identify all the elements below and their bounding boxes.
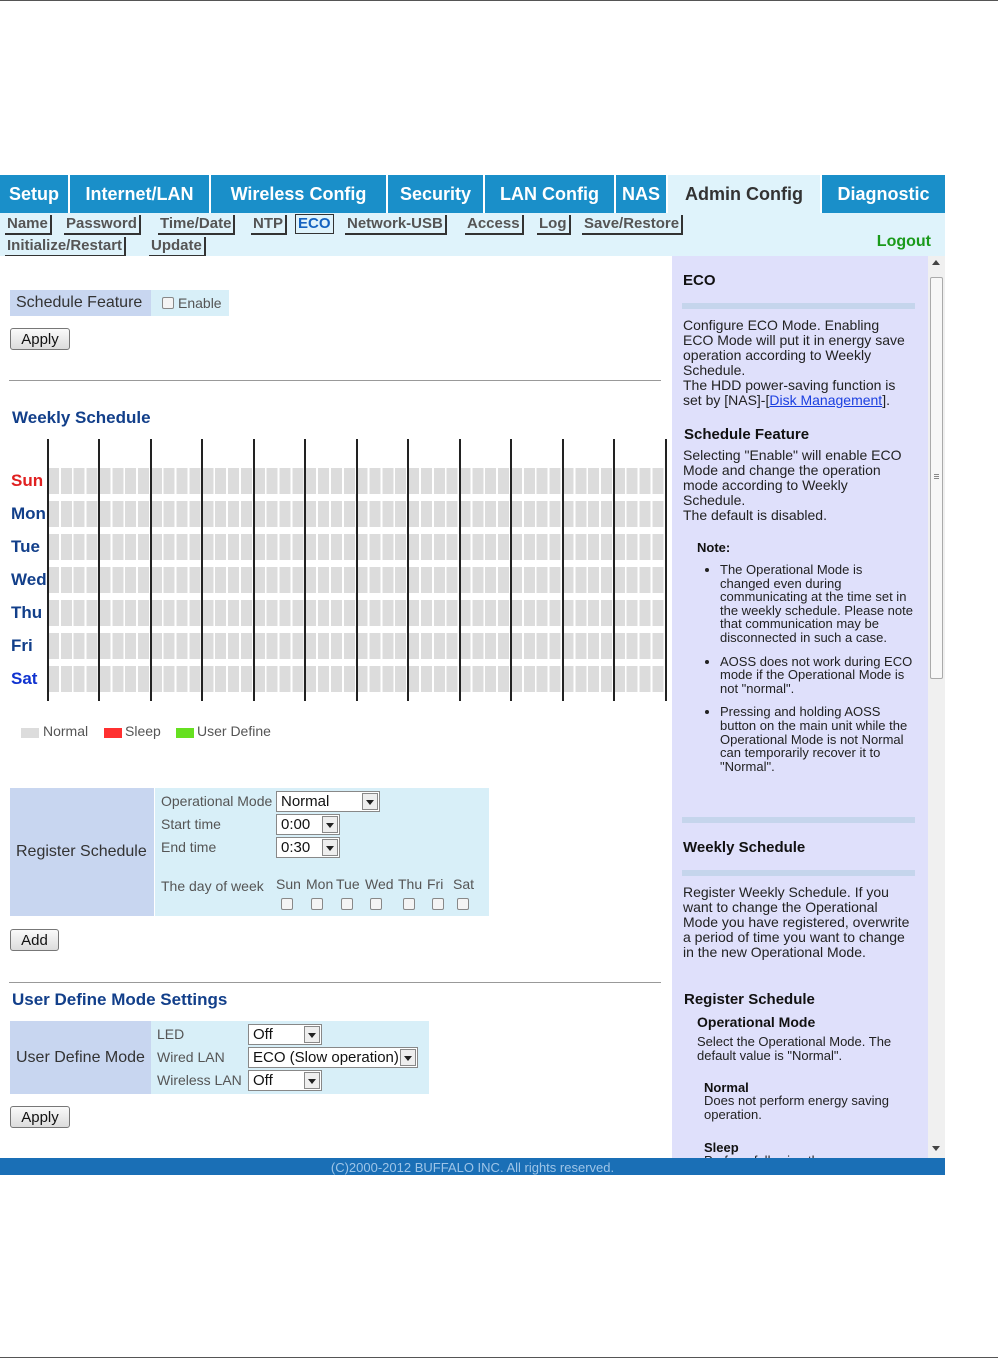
- tab-admin-config[interactable]: Admin Config: [668, 175, 822, 213]
- dow-fri-label: Fri: [427, 876, 444, 892]
- subnav-eco[interactable]: ECO: [295, 214, 334, 234]
- legend-sleep-swatch: [104, 728, 122, 738]
- user-define-title: User Define Mode Settings: [12, 990, 228, 1009]
- hour-divider: [98, 439, 100, 701]
- dow-sat-label: Sat: [453, 876, 475, 892]
- subnav-access[interactable]: Access: [465, 215, 524, 235]
- help-normal-text: Does not perform energy saving operation.: [704, 1093, 889, 1122]
- hour-divider: [304, 439, 306, 701]
- help-scrollbar[interactable]: [928, 256, 945, 1158]
- subnav-ntp[interactable]: NTP: [251, 215, 287, 235]
- schedule-apply-button[interactable]: Apply: [10, 328, 70, 350]
- schedule-feature-label: Schedule Feature: [10, 290, 151, 316]
- help-sf-text: [683, 448, 911, 523]
- hour-divider: [201, 439, 203, 701]
- dow-sun-checkbox[interactable]: [281, 898, 293, 910]
- help-divider: [682, 303, 915, 309]
- dow-sat-checkbox[interactable]: [457, 898, 469, 910]
- logout-link[interactable]: Logout: [876, 233, 931, 250]
- subnav-update[interactable]: Update: [149, 237, 206, 257]
- hour-divider: [47, 439, 49, 701]
- end-time-value: 0:30: [281, 839, 311, 856]
- user-define-mode-label: User Define Mode: [10, 1021, 151, 1094]
- chevron-down-icon: [304, 1072, 320, 1089]
- weekly-schedule-title: Weekly Schedule: [12, 408, 151, 427]
- user-define-fields: [151, 1021, 429, 1094]
- chevron-down-icon: [400, 1049, 416, 1066]
- hour-divider: [665, 439, 667, 701]
- router-admin-frame: [0, 175, 945, 1175]
- wireless-lan-value: Off: [253, 1072, 273, 1089]
- help-note-title: Note:: [697, 540, 731, 555]
- help-sf-title: Schedule Feature: [684, 426, 810, 443]
- dow-mon-label: Mon: [306, 876, 334, 892]
- help-notes-list: [698, 563, 914, 783]
- chevron-down-icon: [362, 793, 378, 810]
- legend-normal-swatch: [21, 728, 39, 738]
- help-sf-text-body: Selecting "Enable" will enable ECO Mode and change the operation mode according to Weekly Schedule.: [683, 447, 902, 508]
- tab-security[interactable]: Security: [388, 175, 485, 213]
- help-rs-title: Register Schedule: [684, 991, 815, 1008]
- end-time-label: End time: [161, 839, 217, 855]
- tab-nas[interactable]: NAS: [616, 175, 668, 213]
- help-om-text: Select the Operational Mode. The default value is "Normal".: [697, 1034, 892, 1063]
- tab-wireless-config[interactable]: Wireless Config: [211, 175, 388, 213]
- day-of-week-label: The day of week: [161, 878, 264, 894]
- footer: [0, 1158, 945, 1175]
- dow-thu-checkbox[interactable]: [403, 898, 415, 910]
- chevron-down-icon: [322, 816, 338, 833]
- help-panel: [672, 256, 928, 1158]
- dow-wed-label: Wed: [365, 876, 394, 892]
- divider: [9, 982, 661, 983]
- day-label-fri: Fri: [11, 636, 33, 655]
- schedule-enable-label: Enable: [178, 295, 222, 311]
- tab-internet-lan[interactable]: Internet/LAN: [70, 175, 211, 213]
- divider: [9, 380, 661, 381]
- wireless-lan-label: Wireless LAN: [157, 1072, 242, 1088]
- scroll-down-icon[interactable]: [932, 1146, 940, 1151]
- help-ws-text: Register Weekly Schedule. If you want to change the Operational Mode you have registered, overwrite a period of time you want to change in the new Operational Mode.: [683, 884, 910, 960]
- subnav-name[interactable]: Name: [5, 215, 52, 235]
- help-eco-text: [683, 318, 911, 408]
- op-mode-select[interactable]: [276, 791, 380, 812]
- dow-tue-label: Tue: [336, 876, 360, 892]
- op-mode-value: Normal: [281, 793, 330, 810]
- dow-tue-checkbox[interactable]: [341, 898, 353, 910]
- help-sf-default: The default is disabled.: [683, 507, 827, 523]
- hour-divider: [613, 439, 615, 701]
- subnav-password[interactable]: Password: [64, 215, 141, 235]
- hour-divider: [150, 439, 152, 701]
- wired-lan-value: ECO (Slow operation): [253, 1049, 399, 1066]
- copyright-text: (C)2000-2012 BUFFALO INC. All rights reserved.: [330, 1160, 615, 1175]
- legend-user-define-swatch: [176, 728, 194, 738]
- day-label-thu: Thu: [11, 603, 43, 622]
- wired-lan-select[interactable]: [248, 1047, 418, 1068]
- register-schedule-label: Register Schedule: [10, 788, 154, 916]
- wireless-lan-select[interactable]: [248, 1070, 322, 1091]
- help-note-item: • Pressing and holding AOSS button on the main unit while the Operational Mode is not Normal can temporarily recover it to "Normal".: [720, 705, 914, 773]
- grip-icon: [934, 474, 939, 475]
- tab-setup[interactable]: Setup: [0, 175, 70, 213]
- subnav-network-usb[interactable]: Network-USB: [345, 215, 447, 235]
- op-mode-label: Operational Mode: [161, 793, 273, 809]
- chevron-down-icon: [322, 839, 338, 856]
- subnav-log[interactable]: Log: [537, 215, 571, 235]
- legend-sleep-label: Sleep: [125, 723, 161, 739]
- register-schedule-fields: [155, 788, 489, 916]
- start-time-select[interactable]: [276, 814, 340, 835]
- help-note-item: • AOSS does not work during ECO mode if the Operational Mode is not "normal".: [720, 655, 914, 696]
- main-tab-bar: [0, 175, 945, 213]
- schedule-feature-field: [151, 290, 229, 316]
- led-value: Off: [253, 1026, 273, 1043]
- day-label-sat: Sat: [11, 669, 38, 688]
- help-divider: [682, 870, 915, 876]
- hour-divider: [562, 439, 564, 701]
- help-sleep-title: Sleep: [704, 1140, 739, 1155]
- hour-divider: [253, 439, 255, 701]
- disk-management-link[interactable]: Disk Management: [769, 392, 883, 408]
- user-define-apply-button[interactable]: Apply: [10, 1106, 70, 1128]
- tab-diagnostic[interactable]: Diagnostic: [822, 175, 945, 213]
- help-divider: [682, 817, 915, 823]
- dow-wed-checkbox[interactable]: [370, 898, 382, 910]
- help-ws-title: Weekly Schedule: [683, 839, 806, 856]
- led-label: LED: [157, 1026, 185, 1042]
- help-eco-title: ECO: [683, 272, 716, 289]
- day-label-tue: Tue: [11, 537, 40, 556]
- chevron-down-icon: [304, 1026, 320, 1043]
- help-eco-text-1: Configure ECO Mode. Enabling ECO Mode will put it in energy save operation according to Weekly Schedule.: [683, 317, 905, 378]
- hour-divider: [459, 439, 461, 701]
- help-om-title: Operational Mode: [697, 1014, 816, 1030]
- led-select[interactable]: [248, 1024, 322, 1045]
- sub-nav: [0, 213, 945, 256]
- schedule-enable-checkbox[interactable]: [162, 297, 174, 309]
- legend-normal-label: Normal: [43, 723, 89, 739]
- dow-thu-label: Thu: [398, 876, 423, 892]
- tab-lan-config[interactable]: LAN Config: [485, 175, 616, 213]
- dow-mon-checkbox[interactable]: [311, 898, 323, 910]
- help-note-item: • The Operational Mode is changed even during communicating at the time set in the weekly schedule. Please note that communication may be disconnected in such a case.: [720, 563, 914, 645]
- subnav-initialize-restart[interactable]: Initialize/Restart: [5, 237, 126, 257]
- day-label-mon: Mon: [11, 504, 46, 523]
- add-button[interactable]: Add: [10, 929, 59, 951]
- dow-fri-checkbox[interactable]: [432, 898, 444, 910]
- start-time-label: Start time: [161, 816, 221, 832]
- subnav-time-date[interactable]: Time/Date: [158, 215, 235, 235]
- legend-user-define-label: User Define: [197, 723, 271, 739]
- scroll-thumb[interactable]: [930, 277, 943, 679]
- help-normal-title: Normal: [704, 1080, 749, 1095]
- subnav-save-restore[interactable]: Save/Restore: [582, 215, 683, 235]
- hour-divider: [510, 439, 512, 701]
- hour-divider: [356, 439, 358, 701]
- start-time-value: 0:00: [281, 816, 311, 833]
- day-label-sun: Sun: [11, 471, 44, 490]
- end-time-select[interactable]: [276, 837, 340, 858]
- help-eco-text-2: The HDD power-saving function is set by [NAS]-[Disk Management].: [683, 377, 896, 408]
- day-label-wed: Wed: [11, 570, 47, 589]
- wired-lan-label: Wired LAN: [157, 1049, 225, 1065]
- hour-divider: [407, 439, 409, 701]
- scroll-up-icon[interactable]: [932, 260, 940, 265]
- dow-sun-label: Sun: [276, 876, 301, 892]
